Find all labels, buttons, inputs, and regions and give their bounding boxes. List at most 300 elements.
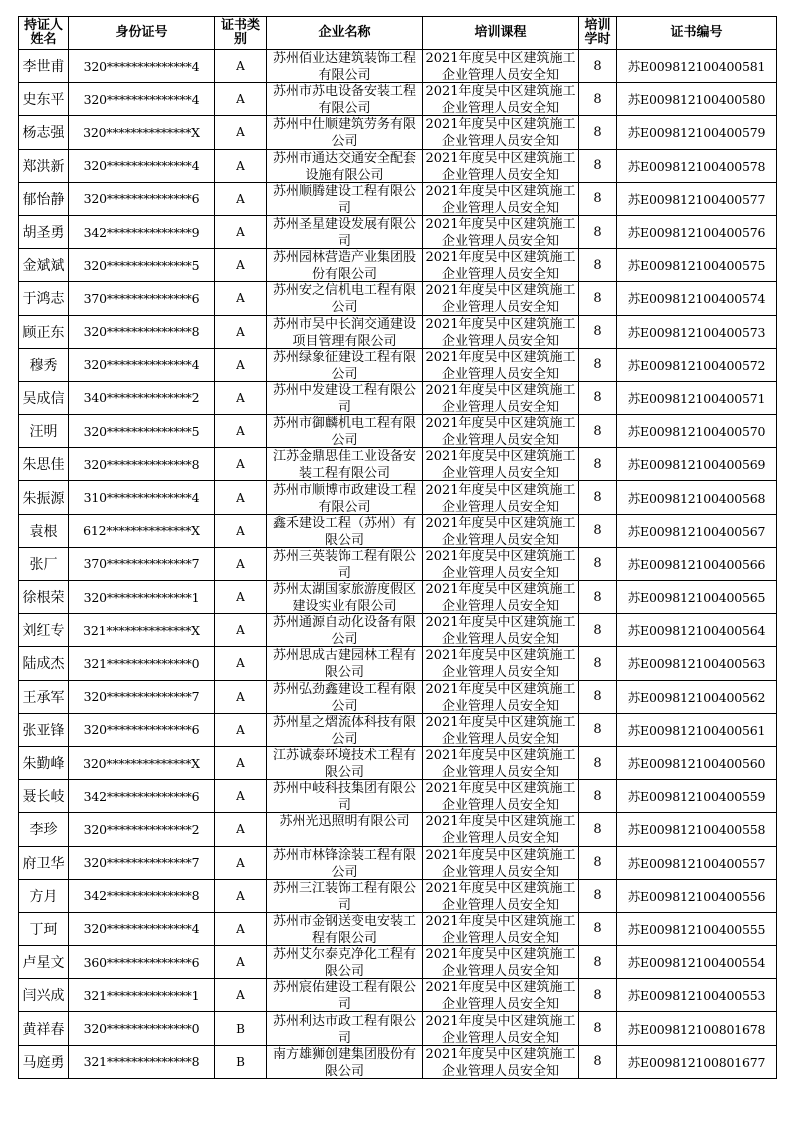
certificate-number-cell: 苏E009812100400580 xyxy=(617,83,777,116)
holder-name-cell: 王承军 xyxy=(19,680,69,713)
company-name-text: 南方雄狮创建集团股份有限公司 xyxy=(272,1046,416,1078)
training-hours-cell: 8 xyxy=(579,746,617,779)
table-row xyxy=(19,514,777,547)
training-course-cell xyxy=(423,448,579,481)
holder-name-cell: 金斌斌 xyxy=(19,249,69,282)
table-row xyxy=(19,946,777,979)
table-row xyxy=(19,215,777,248)
certificate-category-cell: A xyxy=(215,381,267,414)
table-row xyxy=(19,282,777,315)
certificate-category-cell: A xyxy=(215,415,267,448)
table-row xyxy=(19,780,777,813)
certificate-category-cell: A xyxy=(215,979,267,1012)
training-hours-cell: 8 xyxy=(579,1012,617,1045)
company-name-text: 苏州太湖国家旅游度假区建设实业有限公司 xyxy=(272,582,416,614)
training-course-text: 2021年度吴中区建筑施工企业管理人员安全知 xyxy=(425,283,576,315)
certificate-number-cell: 苏E009812100400563 xyxy=(617,647,777,680)
table-row xyxy=(19,614,777,647)
company-name-text: 鑫禾建设工程（苏州）有限公司 xyxy=(272,515,416,547)
company-name-cell xyxy=(267,50,423,83)
training-course-text: 2021年度吴中区建筑施工企业管理人员安全知 xyxy=(425,416,576,448)
holder-name-cell: 顾正东 xyxy=(19,315,69,348)
id-number-cell: 321**************X xyxy=(69,614,215,647)
company-name-text: 江苏诚泰环境技术工程有限公司 xyxy=(272,748,416,780)
table-row xyxy=(19,680,777,713)
holder-name-cell: 郁怡静 xyxy=(19,182,69,215)
training-course-text: 2021年度吴中区建筑施工企业管理人员安全知 xyxy=(425,1046,576,1078)
certificate-category-cell: A xyxy=(215,746,267,779)
table-row xyxy=(19,182,777,215)
certificate-category-cell: A xyxy=(215,547,267,580)
training-course-cell xyxy=(423,879,579,912)
certificate-category-cell: A xyxy=(215,713,267,746)
table-row xyxy=(19,1045,777,1078)
id-number-cell: 320**************4 xyxy=(69,149,215,182)
company-name-text: 苏州顺腾建设工程有限公司 xyxy=(272,183,416,215)
certificate-number-cell: 苏E009812100400562 xyxy=(617,680,777,713)
header-company: 企业名称 xyxy=(267,17,423,50)
training-hours-cell: 8 xyxy=(579,1045,617,1078)
training-course-cell xyxy=(423,912,579,945)
training-course-cell xyxy=(423,1045,579,1078)
company-name-text: 苏州宸佑建设工程有限公司 xyxy=(272,980,416,1012)
holder-name-cell: 郑洪新 xyxy=(19,149,69,182)
training-course-text: 2021年度吴中区建筑施工企业管理人员安全知 xyxy=(425,84,576,116)
certificate-category-cell: A xyxy=(215,50,267,83)
company-name-text: 苏州星之熠流体科技有限公司 xyxy=(272,714,416,746)
holder-name-cell: 张厂 xyxy=(19,547,69,580)
training-course-text: 2021年度吴中区建筑施工企业管理人员安全知 xyxy=(425,150,576,182)
training-course-text: 2021年度吴中区建筑施工企业管理人员安全知 xyxy=(425,648,576,680)
company-name-text: 苏州市通达交通安全配套设施有限公司 xyxy=(272,150,416,182)
holder-name-cell: 卢星文 xyxy=(19,946,69,979)
training-course-text: 2021年度吴中区建筑施工企业管理人员安全知 xyxy=(425,183,576,215)
id-number-cell: 320**************8 xyxy=(69,448,215,481)
certificate-category-cell: A xyxy=(215,912,267,945)
company-name-text: 苏州市林锋涂装工程有限公司 xyxy=(272,847,416,879)
id-number-cell: 360**************6 xyxy=(69,946,215,979)
holder-name-cell: 闫兴成 xyxy=(19,979,69,1012)
training-course-cell xyxy=(423,1012,579,1045)
holder-name-cell: 李珍 xyxy=(19,813,69,846)
certificate-number-cell: 苏E009812100400568 xyxy=(617,481,777,514)
company-name-cell xyxy=(267,813,423,846)
company-name-text: 苏州佰业达建筑装饰工程有限公司 xyxy=(272,51,416,83)
header-course: 培训课程 xyxy=(423,17,579,50)
holder-name-cell: 吴成信 xyxy=(19,381,69,414)
certificate-category-cell: A xyxy=(215,149,267,182)
certificate-number-cell: 苏E009812100801677 xyxy=(617,1045,777,1078)
training-hours-cell: 8 xyxy=(579,182,617,215)
certificate-number-cell: 苏E009812100400560 xyxy=(617,746,777,779)
certificate-category-cell: A xyxy=(215,846,267,879)
holder-name-cell: 胡圣勇 xyxy=(19,215,69,248)
training-hours-cell: 8 xyxy=(579,481,617,514)
id-number-cell: 320**************2 xyxy=(69,813,215,846)
id-number-cell: 320**************6 xyxy=(69,713,215,746)
certificate-number-cell: 苏E009812100400570 xyxy=(617,415,777,448)
id-number-cell: 320**************4 xyxy=(69,348,215,381)
certificate-category-cell: A xyxy=(215,581,267,614)
id-number-cell: 342**************8 xyxy=(69,879,215,912)
id-number-cell: 320**************4 xyxy=(69,50,215,83)
holder-name-cell: 府卫华 xyxy=(19,846,69,879)
company-name-text: 苏州市吴中长润交通建设项目管理有限公司 xyxy=(272,316,416,348)
id-number-cell: 320**************5 xyxy=(69,249,215,282)
certificate-number-cell: 苏E009812100400567 xyxy=(617,514,777,547)
header-cert-no: 证书编号 xyxy=(617,17,777,50)
table-row xyxy=(19,481,777,514)
training-course-text: 2021年度吴中区建筑施工企业管理人员安全知 xyxy=(425,681,576,713)
holder-name-cell: 袁根 xyxy=(19,514,69,547)
id-number-cell: 320**************1 xyxy=(69,581,215,614)
training-course-cell xyxy=(423,647,579,680)
company-name-text: 苏州市顺博市政建设工程有限公司 xyxy=(272,482,416,514)
training-course-text: 2021年度吴中区建筑施工企业管理人员安全知 xyxy=(425,349,576,381)
certificate-category-cell: A xyxy=(215,481,267,514)
holder-name-cell: 陆成杰 xyxy=(19,647,69,680)
id-number-cell: 320**************7 xyxy=(69,680,215,713)
training-course-cell xyxy=(423,149,579,182)
table-row xyxy=(19,647,777,680)
training-course-text: 2021年度吴中区建筑施工企业管理人员安全知 xyxy=(425,947,576,979)
training-course-text: 2021年度吴中区建筑施工企业管理人员安全知 xyxy=(425,548,576,580)
table-row xyxy=(19,116,777,149)
holder-name-cell: 李世甫 xyxy=(19,50,69,83)
training-course-cell xyxy=(423,514,579,547)
training-course-cell xyxy=(423,746,579,779)
training-hours-cell: 8 xyxy=(579,448,617,481)
certificate-category-cell: A xyxy=(215,680,267,713)
training-course-text: 2021年度吴中区建筑施工企业管理人员安全知 xyxy=(425,515,576,547)
certificate-category-cell: A xyxy=(215,215,267,248)
id-number-cell: 320**************4 xyxy=(69,83,215,116)
table-row xyxy=(19,381,777,414)
company-name-cell xyxy=(267,979,423,1012)
certificate-number-cell: 苏E009812100400578 xyxy=(617,149,777,182)
training-course-text: 2021年度吴中区建筑施工企业管理人员安全知 xyxy=(425,482,576,514)
training-course-text: 2021年度吴中区建筑施工企业管理人员安全知 xyxy=(425,748,576,780)
holder-name-cell: 史东平 xyxy=(19,83,69,116)
training-course-cell xyxy=(423,581,579,614)
company-name-text: 苏州弘劲鑫建设工程有限公司 xyxy=(272,681,416,713)
training-course-cell xyxy=(423,713,579,746)
training-course-cell xyxy=(423,83,579,116)
table-row xyxy=(19,83,777,116)
company-name-text: 苏州市苏电设备安装工程有限公司 xyxy=(272,84,416,116)
training-course-cell xyxy=(423,415,579,448)
training-hours-cell: 8 xyxy=(579,846,617,879)
table-row xyxy=(19,879,777,912)
training-hours-cell: 8 xyxy=(579,547,617,580)
id-number-cell: 370**************6 xyxy=(69,282,215,315)
certificate-number-cell: 苏E009812100400557 xyxy=(617,846,777,879)
table-row xyxy=(19,249,777,282)
training-hours-cell: 8 xyxy=(579,282,617,315)
training-course-text: 2021年度吴中区建筑施工企业管理人员安全知 xyxy=(425,316,576,348)
table-body xyxy=(19,50,777,1079)
training-course-cell xyxy=(423,282,579,315)
certificate-number-cell: 苏E009812100400572 xyxy=(617,348,777,381)
company-name-text: 苏州三英装饰工程有限公司 xyxy=(272,548,416,580)
holder-name-cell: 马庭勇 xyxy=(19,1045,69,1078)
id-number-cell: 370**************7 xyxy=(69,547,215,580)
training-course-cell xyxy=(423,614,579,647)
company-name-cell xyxy=(267,315,423,348)
training-course-cell xyxy=(423,846,579,879)
training-course-text: 2021年度吴中区建筑施工企业管理人员安全知 xyxy=(425,1013,576,1045)
company-name-cell xyxy=(267,746,423,779)
training-hours-cell: 8 xyxy=(579,680,617,713)
header-row xyxy=(19,17,777,50)
id-number-cell: 321**************1 xyxy=(69,979,215,1012)
training-hours-cell: 8 xyxy=(579,780,617,813)
training-course-text: 2021年度吴中区建筑施工企业管理人员安全知 xyxy=(425,449,576,481)
certificate-number-cell: 苏E009812100801678 xyxy=(617,1012,777,1045)
holder-name-cell: 朱勤峰 xyxy=(19,746,69,779)
id-number-cell: 320**************4 xyxy=(69,912,215,945)
training-hours-cell: 8 xyxy=(579,614,617,647)
company-name-text: 苏州市金钢送变电安装工程有限公司 xyxy=(272,913,416,945)
company-name-cell xyxy=(267,1045,423,1078)
table-row xyxy=(19,149,777,182)
training-hours-cell: 8 xyxy=(579,215,617,248)
training-course-text: 2021年度吴中区建筑施工企业管理人员安全知 xyxy=(425,582,576,614)
holder-name-cell: 于鸿志 xyxy=(19,282,69,315)
training-course-text: 2021年度吴中区建筑施工企业管理人员安全知 xyxy=(425,980,576,1012)
company-name-text: 苏州中岐科技集团有限公司 xyxy=(272,781,416,813)
training-hours-cell: 8 xyxy=(579,83,617,116)
table-header xyxy=(19,17,777,50)
certificate-category-cell: A xyxy=(215,116,267,149)
certificate-number-cell: 苏E009812100400558 xyxy=(617,813,777,846)
company-name-text: 苏州利达市政工程有限公司 xyxy=(272,1013,416,1045)
training-course-cell xyxy=(423,315,579,348)
company-name-cell xyxy=(267,879,423,912)
training-hours-cell: 8 xyxy=(579,647,617,680)
company-name-cell xyxy=(267,647,423,680)
id-number-cell: 342**************9 xyxy=(69,215,215,248)
id-number-cell: 320**************5 xyxy=(69,415,215,448)
table-row xyxy=(19,581,777,614)
header-id: 身份证号 xyxy=(69,17,215,50)
training-course-cell xyxy=(423,348,579,381)
training-course-cell xyxy=(423,547,579,580)
company-name-text: 苏州思成古建园林工程有限公司 xyxy=(272,648,416,680)
company-name-cell xyxy=(267,1012,423,1045)
training-course-cell xyxy=(423,50,579,83)
header-category: 证书类别 xyxy=(215,17,267,50)
training-hours-cell: 8 xyxy=(579,912,617,945)
table-row xyxy=(19,315,777,348)
company-name-cell xyxy=(267,514,423,547)
table-row xyxy=(19,912,777,945)
table-row xyxy=(19,979,777,1012)
company-name-cell xyxy=(267,547,423,580)
training-hours-cell: 8 xyxy=(579,116,617,149)
training-course-cell xyxy=(423,979,579,1012)
holder-name-cell: 方月 xyxy=(19,879,69,912)
holder-name-cell: 朱振源 xyxy=(19,481,69,514)
certificate-category-cell: A xyxy=(215,946,267,979)
certificate-number-cell: 苏E009812100400573 xyxy=(617,315,777,348)
holder-name-cell: 张亚锋 xyxy=(19,713,69,746)
company-name-cell xyxy=(267,448,423,481)
company-name-cell xyxy=(267,912,423,945)
certificate-category-cell: A xyxy=(215,83,267,116)
training-hours-cell: 8 xyxy=(579,879,617,912)
certificate-number-cell: 苏E009812100400574 xyxy=(617,282,777,315)
company-name-cell xyxy=(267,149,423,182)
company-name-text: 苏州中发建设工程有限公司 xyxy=(272,382,416,414)
training-course-text: 2021年度吴中区建筑施工企业管理人员安全知 xyxy=(425,880,576,912)
holder-name-cell: 朱思佳 xyxy=(19,448,69,481)
header-hours: 培训学时 xyxy=(579,17,617,50)
id-number-cell: 320**************X xyxy=(69,116,215,149)
certificate-number-cell: 苏E009812100400569 xyxy=(617,448,777,481)
company-name-cell xyxy=(267,282,423,315)
company-name-cell xyxy=(267,680,423,713)
company-name-cell xyxy=(267,481,423,514)
training-course-cell xyxy=(423,813,579,846)
training-course-cell xyxy=(423,249,579,282)
company-name-cell xyxy=(267,946,423,979)
certificate-category-cell: A xyxy=(215,514,267,547)
company-name-text: 苏州中仕顺建筑劳务有限公司 xyxy=(272,117,416,149)
holder-name-cell: 丁珂 xyxy=(19,912,69,945)
training-course-text: 2021年度吴中区建筑施工企业管理人员安全知 xyxy=(425,51,576,83)
training-hours-cell: 8 xyxy=(579,813,617,846)
company-name-text: 苏州通源自动化设备有限公司 xyxy=(272,615,416,647)
certificate-number-cell: 苏E009812100400555 xyxy=(617,912,777,945)
table-row xyxy=(19,846,777,879)
company-name-text: 苏州安之信机电工程有限公司 xyxy=(272,283,416,315)
training-course-text: 2021年度吴中区建筑施工企业管理人员安全知 xyxy=(425,250,576,282)
company-name-cell xyxy=(267,713,423,746)
training-course-text: 2021年度吴中区建筑施工企业管理人员安全知 xyxy=(425,814,576,846)
certificate-category-cell: A xyxy=(215,879,267,912)
company-name-cell xyxy=(267,83,423,116)
company-name-text: 江苏金鼎思佳工业设备安装工程有限公司 xyxy=(272,449,416,481)
company-name-cell xyxy=(267,381,423,414)
training-course-cell xyxy=(423,946,579,979)
certificate-category-cell: A xyxy=(215,780,267,813)
company-name-cell xyxy=(267,116,423,149)
holder-name-cell: 穆秀 xyxy=(19,348,69,381)
id-number-cell: 320**************8 xyxy=(69,315,215,348)
certificate-number-cell: 苏E009812100400575 xyxy=(617,249,777,282)
training-hours-cell: 8 xyxy=(579,946,617,979)
holder-name-cell: 刘红专 xyxy=(19,614,69,647)
certificate-category-cell: A xyxy=(215,647,267,680)
holder-name-cell: 聂长岐 xyxy=(19,780,69,813)
certificate-category-cell: B xyxy=(215,1012,267,1045)
company-name-cell xyxy=(267,249,423,282)
certificate-category-cell: A xyxy=(215,348,267,381)
certificate-number-cell: 苏E009812100400553 xyxy=(617,979,777,1012)
training-hours-cell: 8 xyxy=(579,381,617,414)
training-course-cell xyxy=(423,116,579,149)
training-hours-cell: 8 xyxy=(579,50,617,83)
training-course-text: 2021年度吴中区建筑施工企业管理人员安全知 xyxy=(425,847,576,879)
training-hours-cell: 8 xyxy=(579,249,617,282)
holder-name-cell: 黄祥春 xyxy=(19,1012,69,1045)
table-row xyxy=(19,713,777,746)
training-hours-cell: 8 xyxy=(579,315,617,348)
certificate-category-cell: A xyxy=(215,448,267,481)
certificate-category-cell: A xyxy=(215,282,267,315)
training-course-text: 2021年度吴中区建筑施工企业管理人员安全知 xyxy=(425,781,576,813)
training-course-cell xyxy=(423,780,579,813)
certificate-number-cell: 苏E009812100400581 xyxy=(617,50,777,83)
company-name-cell xyxy=(267,614,423,647)
certificate-number-cell: 苏E009812100400576 xyxy=(617,215,777,248)
certificate-number-cell: 苏E009812100400554 xyxy=(617,946,777,979)
certificate-number-cell: 苏E009812100400564 xyxy=(617,614,777,647)
training-course-text: 2021年度吴中区建筑施工企业管理人员安全知 xyxy=(425,382,576,414)
company-name-text: 苏州艾尔泰克净化工程有限公司 xyxy=(272,947,416,979)
table-row xyxy=(19,448,777,481)
certificate-number-cell: 苏E009812100400579 xyxy=(617,116,777,149)
certificate-number-cell: 苏E009812100400556 xyxy=(617,879,777,912)
training-course-cell xyxy=(423,481,579,514)
certificate-category-cell: A xyxy=(215,182,267,215)
id-number-cell: 320**************0 xyxy=(69,1012,215,1045)
id-number-cell: 612**************X xyxy=(69,514,215,547)
table-row xyxy=(19,415,777,448)
company-name-cell xyxy=(267,846,423,879)
id-number-cell: 310**************4 xyxy=(69,481,215,514)
certificate-number-cell: 苏E009812100400577 xyxy=(617,182,777,215)
company-name-cell xyxy=(267,415,423,448)
company-name-text: 苏州光迅照明有限公司 xyxy=(279,814,410,830)
table-row xyxy=(19,813,777,846)
id-number-cell: 320**************X xyxy=(69,746,215,779)
certificate-category-cell: A xyxy=(215,315,267,348)
table-row xyxy=(19,348,777,381)
id-number-cell: 321**************0 xyxy=(69,647,215,680)
id-number-cell: 342**************6 xyxy=(69,780,215,813)
company-name-text: 苏州市御麟机电工程有限公司 xyxy=(272,416,416,448)
training-course-text: 2021年度吴中区建筑施工企业管理人员安全知 xyxy=(425,913,576,945)
certificate-category-cell: A xyxy=(215,614,267,647)
company-name-cell xyxy=(267,581,423,614)
training-hours-cell: 8 xyxy=(579,415,617,448)
id-number-cell: 340**************2 xyxy=(69,381,215,414)
training-course-text: 2021年度吴中区建筑施工企业管理人员安全知 xyxy=(425,117,576,149)
certificate-table xyxy=(18,16,777,1079)
holder-name-cell: 杨志强 xyxy=(19,116,69,149)
company-name-text: 苏州园林营造产业集团股份有限公司 xyxy=(272,250,416,282)
certificate-number-cell: 苏E009812100400571 xyxy=(617,381,777,414)
table-row xyxy=(19,50,777,83)
company-name-text: 苏州圣星建设发展有限公司 xyxy=(272,217,416,249)
training-course-cell xyxy=(423,215,579,248)
training-hours-cell: 8 xyxy=(579,514,617,547)
certificate-number-cell: 苏E009812100400561 xyxy=(617,713,777,746)
certificate-category-cell: A xyxy=(215,813,267,846)
company-name-cell xyxy=(267,780,423,813)
company-name-text: 苏州绿象征建设工程有限公司 xyxy=(272,349,416,381)
company-name-cell xyxy=(267,348,423,381)
table-row xyxy=(19,746,777,779)
company-name-cell xyxy=(267,182,423,215)
training-hours-cell: 8 xyxy=(579,713,617,746)
id-number-cell: 321**************8 xyxy=(69,1045,215,1078)
company-name-cell xyxy=(267,215,423,248)
training-course-text: 2021年度吴中区建筑施工企业管理人员安全知 xyxy=(425,714,576,746)
certificate-category-cell: A xyxy=(215,249,267,282)
